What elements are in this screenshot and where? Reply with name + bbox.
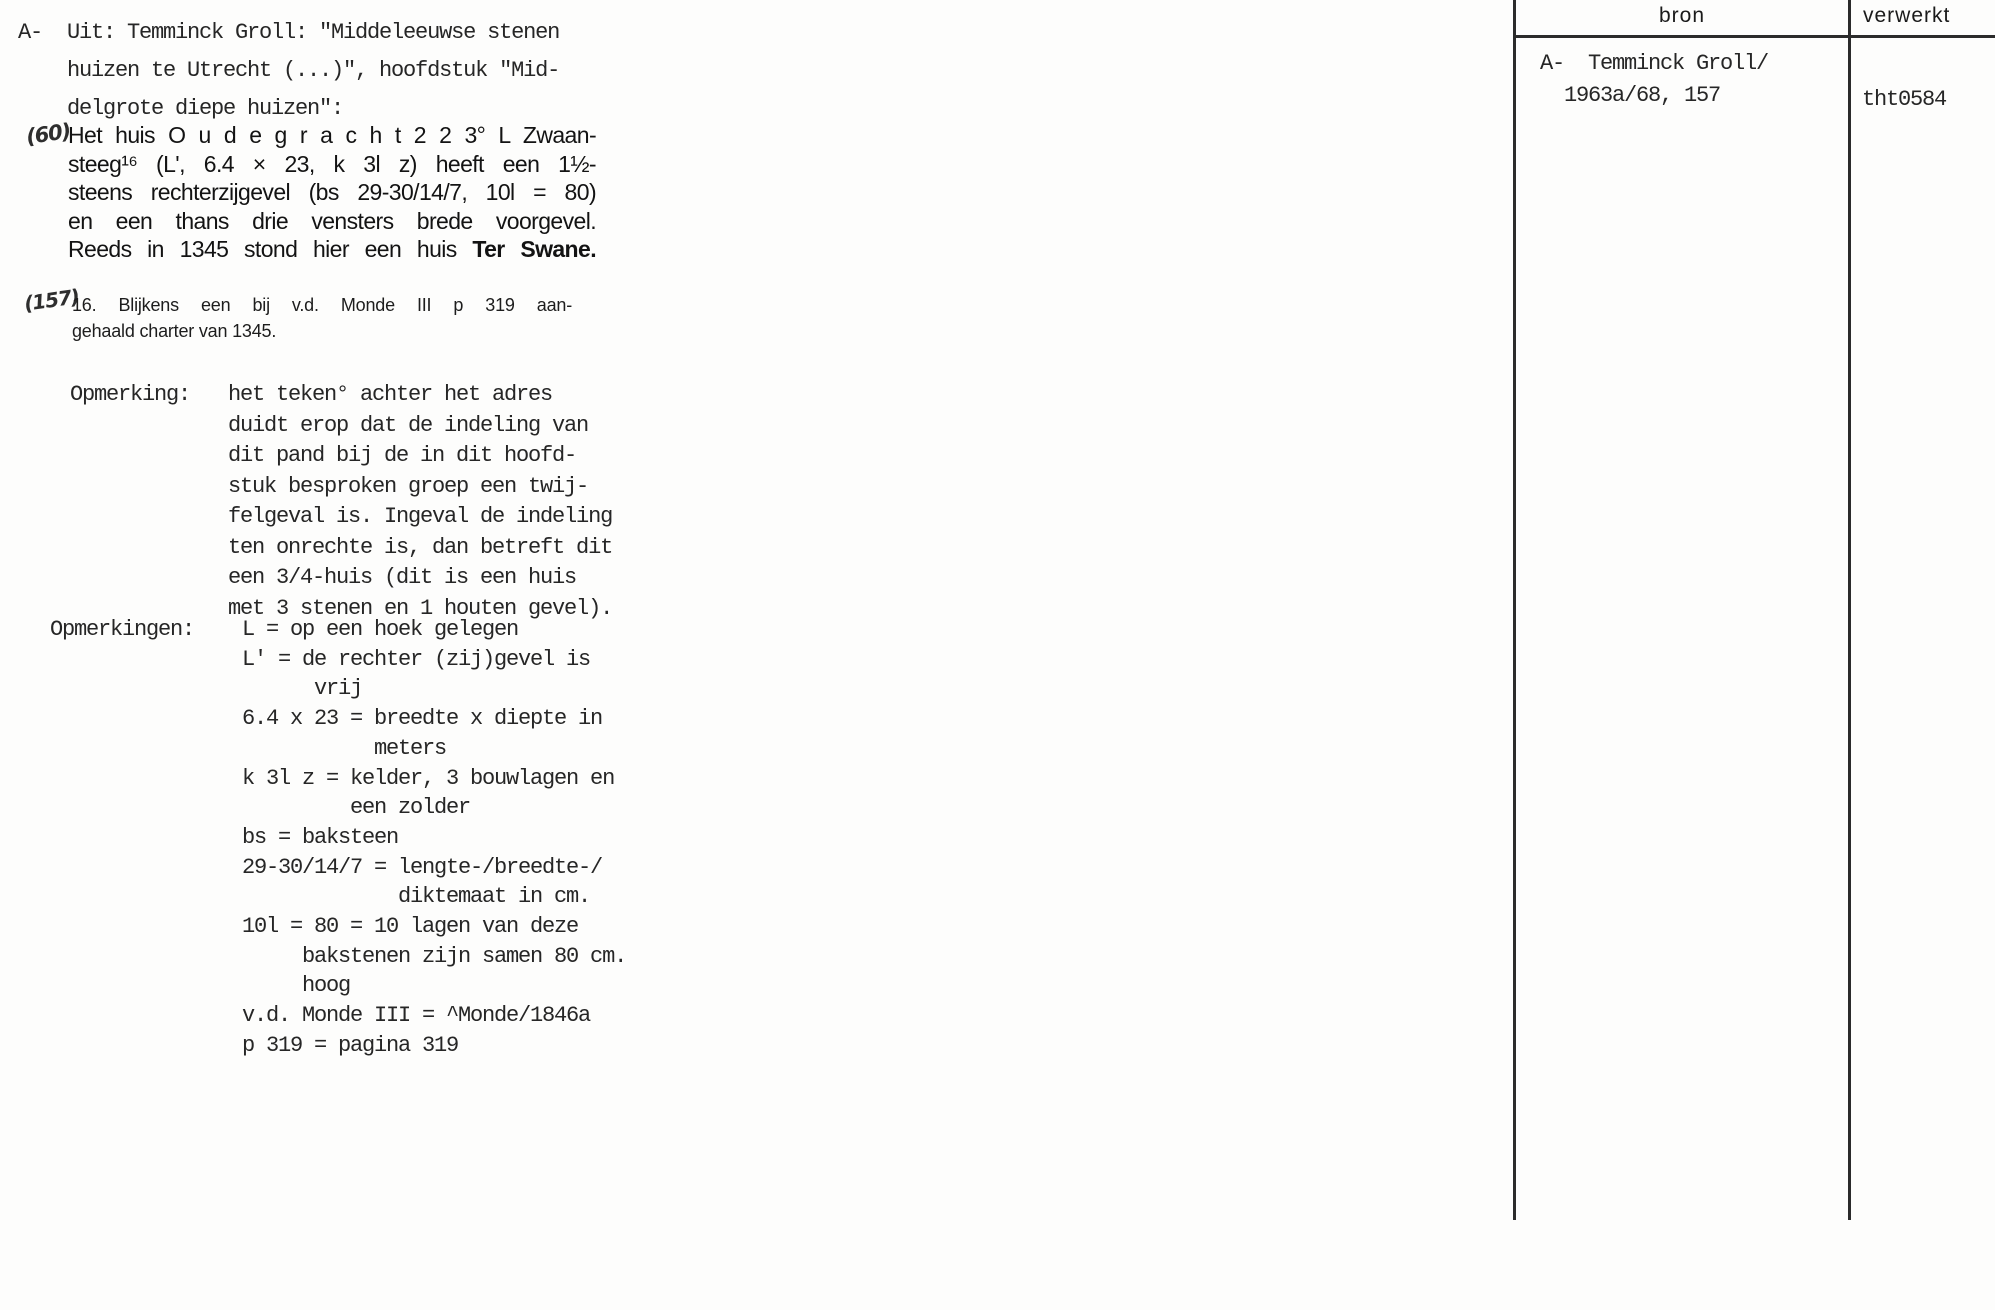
- table-left-rule: [1513, 0, 1516, 1220]
- remarks-line: L = op een hoek gelegen: [242, 617, 519, 642]
- excerpt-line: Het huis O u d e g r a c h t 2 2 3° L Zwaan-: [68, 122, 596, 148]
- source-ref-line: delgrote diepe huizen":: [67, 96, 344, 121]
- footnote-line-2: gehaald charter van 1345.: [72, 321, 277, 341]
- printed-excerpt: [68, 121, 596, 264]
- handwritten-margin-mark-157: (157): [22, 284, 81, 316]
- remarks-line: een zolder: [242, 795, 471, 821]
- remark-line: dit pand bij de in dit hoofd-: [228, 443, 577, 468]
- source-ref-line: huizen te Utrecht (...)", hoofdstuk "Mid-: [67, 58, 560, 83]
- remarks-line: vrij: [242, 676, 363, 702]
- column-header-verwerkt: verwerkt: [1863, 4, 1951, 27]
- remarks-line: p 319 = pagina 319: [242, 1032, 459, 1058]
- remark-line: met 3 stenen en 1 houten gevel).: [228, 595, 613, 621]
- remarks-line: 10l = 80 = 10 lagen van deze: [242, 914, 579, 940]
- remarks-line: k 3l z = kelder, 3 bouwlagen en: [242, 765, 615, 791]
- remark-line: stuk besproken groep een twij-: [228, 473, 589, 499]
- remarks-label: Opmerkingen:: [50, 617, 195, 642]
- remark-line: het teken° achter het adres: [228, 382, 553, 407]
- excerpt-line: steens rechterzijgevel (bs 29-30/14/7, 10l = 80): [68, 179, 596, 205]
- remark-line: felgeval is. Ingeval de indeling: [228, 504, 613, 529]
- remark-line: een 3/4-huis (dit is een huis: [228, 565, 577, 590]
- remarks-line: bs = baksteen: [242, 824, 399, 850]
- remarks-line: v.d. Monde III = ^Monde/1846a: [242, 1003, 591, 1029]
- source-ref-label: A-: [18, 20, 43, 45]
- remarks-line: bakstenen zijn samen 80 cm.: [242, 943, 627, 969]
- source-ref-line: Uit: Temminck Groll: "Middeleeuwse stenen: [67, 20, 560, 45]
- excerpt-line: steeg¹⁶ (L', 6.4 × 23, k 3l z) heeft een 1½-: [68, 150, 596, 177]
- remarks-line: 29-30/14/7 = lengte-/breedte-/: [242, 854, 603, 880]
- table-cell-bron: [1540, 48, 1768, 112]
- remarks-line: 6.4 x 23 = breedte x diepte in: [242, 706, 603, 732]
- remarks-text: [242, 615, 626, 1061]
- bron-cell-line: 1963a/68, 157: [1540, 83, 1721, 108]
- printed-excerpt-lines: [68, 121, 596, 235]
- table-cell-verwerkt: tht0584: [1862, 87, 1947, 112]
- excerpt-line: en een thans drie vensters brede voorgevel.: [68, 207, 596, 234]
- remark-line: duidt erop dat de indeling van: [228, 412, 589, 438]
- column-header-bron: bron: [1658, 4, 1706, 27]
- excerpt-house-name: Ter Swane.: [472, 236, 596, 262]
- footnote-line-1: 16. Blijkens een bij v.d. Monde III p 319 aan-: [72, 295, 572, 315]
- bron-cell-line: A- Temminck Groll/: [1540, 51, 1769, 76]
- excerpt-last-line: [68, 235, 596, 264]
- remarks-line: meters: [242, 735, 447, 761]
- handwritten-margin-mark-60: (60): [24, 119, 72, 149]
- remark-label: Opmerking:: [70, 382, 191, 407]
- printed-footnote: [72, 292, 572, 344]
- source-ref-text: [67, 14, 559, 128]
- remarks-line: hoog: [242, 973, 351, 999]
- remarks-line: diktemaat in cm.: [242, 884, 591, 910]
- remark-text: [228, 380, 612, 624]
- remarks-line: L' = de rechter (zij)gevel is: [242, 646, 591, 672]
- excerpt-last-line-text: Reeds in 1345 stond hier een huis: [68, 236, 473, 262]
- table-column-divider-rule: [1848, 0, 1851, 1220]
- remark-line: ten onrechte is, dan betreft dit: [228, 534, 613, 560]
- table-header-rule: [1513, 35, 1995, 38]
